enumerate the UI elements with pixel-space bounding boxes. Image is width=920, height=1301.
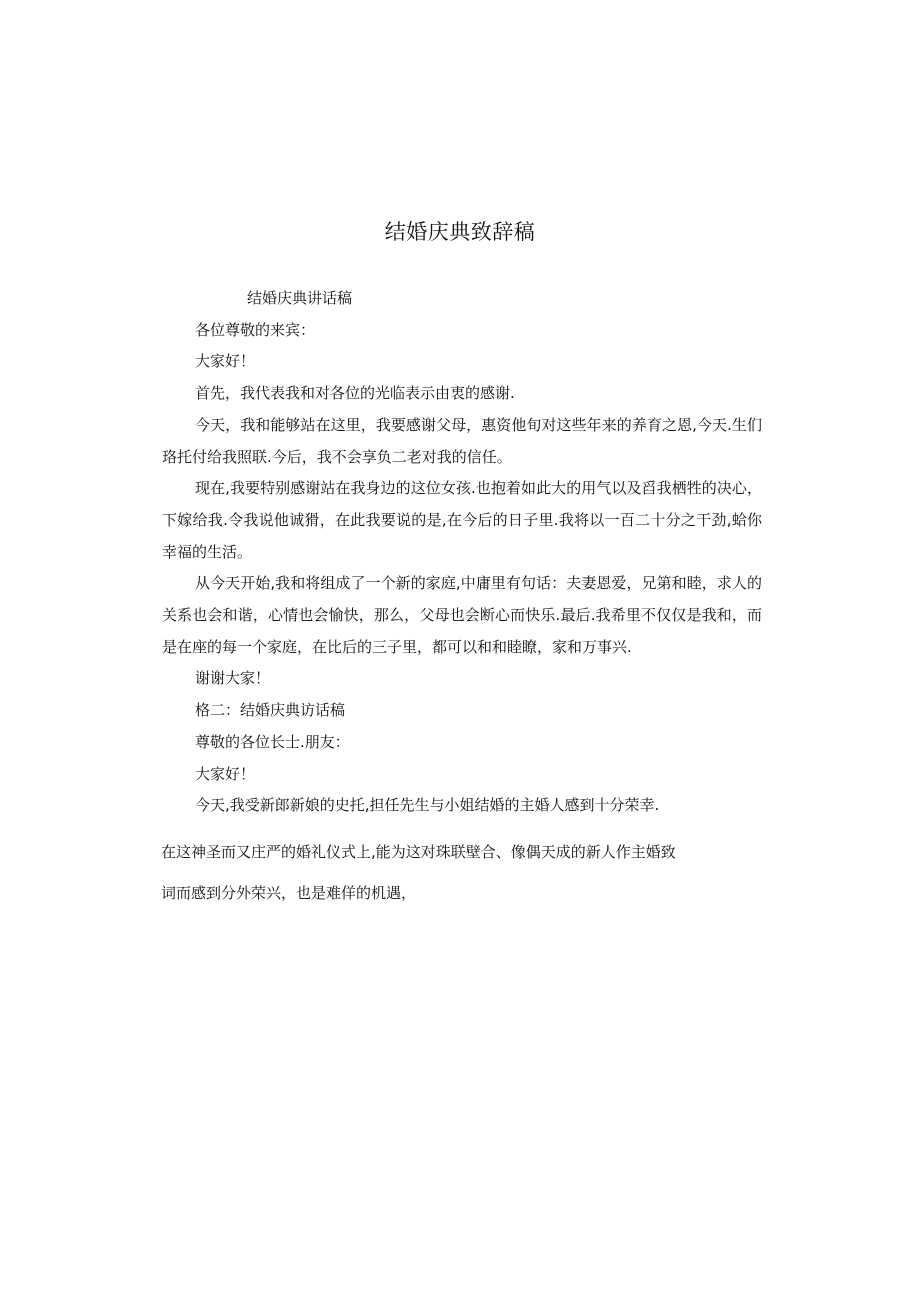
bride-paragraph: 现在,我要特别感谢站在我身边的这位女孩.也抱着如此大的用气以及舀我栖牲的决心，下嫁给我.令我说他诚猾，在此我要说的是,在今后的日子里.我将以一百二十分之干劲,蛤你幸福的生活。 (162, 479, 762, 561)
hello-paragraph: 大家好！ (195, 352, 256, 371)
document-title: 结婚庆典致辞稿 (384, 220, 536, 244)
parents-paragraph: 今天，我和能够站在这里，我要感谢父母，惠资他旬对这些年来的养育之恩,今天.生们珞托付给我照联.今后，我不会享负二老对我的信任。 (162, 415, 762, 466)
tail-line: 词而感到分外荣兴，也是难佯的机遇， (161, 884, 417, 902)
speech-subtitle: 结婚庆典讲话稿 (247, 289, 353, 307)
officiant-paragraph: 今天,我受新郎新娘的史托,担任先生与小姐结婚的主婚人感到十分荣幸. (195, 796, 660, 815)
closing-thanks-paragraph: 谢谢大家！ (195, 669, 271, 688)
tail-line: 在这神圣而又庄严的婚礼仪式上,能为这对珠联壁合、像偶天成的新人作主婚致 (161, 843, 676, 861)
second-speech-heading: 格二：结婚庆典访话稿 (195, 701, 346, 720)
second-hello-paragraph: 大家好！ (195, 764, 256, 783)
family-paragraph: 从今天开始,我和将组成了一个新的家庭,中庸里有句话：夫妻恩爱，兄第和睦，求人的关系也会和谐，心情也会愉快，那么，父母也会断心而快乐.最后.我希里不仅仅是我和，而是在座的每一个家庭，在比后的三子里，都可以和和睦瞭，家和万事兴. (162, 574, 762, 656)
document-body (162, 283, 762, 822)
greeting-paragraph: 各位尊敬的来宾： (195, 320, 316, 339)
second-greeting-paragraph: 尊敬的各位长士.朋友： (195, 732, 350, 751)
thanks-paragraph: 首先，我代表我和对各位的光临表示由衷的感谢. (195, 384, 515, 403)
